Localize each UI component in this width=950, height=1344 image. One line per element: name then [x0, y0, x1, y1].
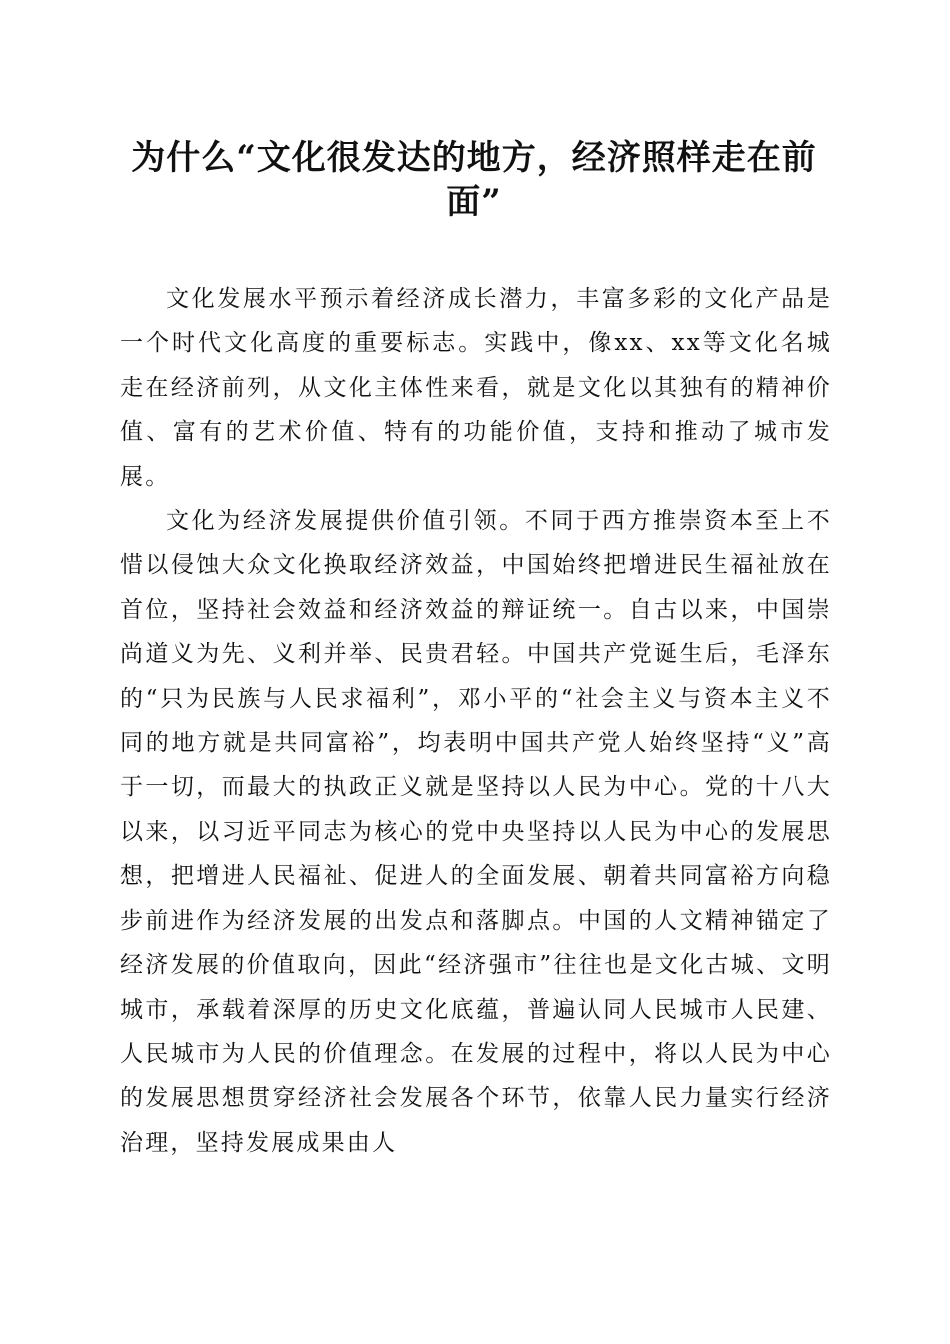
paragraph-2: 文化为经济发展提供价值引领。不同于西方推崇资本至上不惜以侵蚀大众文化换取经济效益，中国始终把增进民生福祉放在首位，坚持社会效益和经济效益的辩证统一。自古以来，中国崇尚道义为先、义利并举、民贵君轻。中国共产党诞生后，毛泽东的“只为民族与人民求福利”，邓小平的“社会主义与资本主义不同的地方就是共同富裕”，均表明中国共产党人始终坚持“义”高于一切，而最大的执政正义就是坚持以人民为中心。党的十八大以来，以习近平同志为核心的党中央坚持以人民为中心的发展思想，把增进人民福祉、促进人的全面发展、朝着共同富裕方向稳步前进作为经济发展的出发点和落脚点。中国的人文精神锚定了经济发展的价值取向，因此“经济强市”往往也是文化古城、文明城市，承载着深厚的历史文化底蕴，普遍认同人民城市人民建、人民城市为人民的价值理念。在发展的过程中，将以人民为中心的发展思想贯穿经济社会发展各个环节，依靠人民力量实行经济治理，坚持发展成果由人: [120, 508, 832, 1156]
document-body: [120, 277, 832, 1165]
paragraph-1: 文化发展水平预示着经济成长潜力，丰富多彩的文化产品是一个时代文化高度的重要标志。实践中，像xx、xx等文化名城走在经济前列，从文化主体性来看，就是文化以其独有的精神价值、富有的艺术价值、特有的功能价值，支持和推动了城市发展。: [120, 286, 832, 490]
document-title: 为什么“文化很发达的地方，经济照样走在前面”: [131, 138, 817, 222]
